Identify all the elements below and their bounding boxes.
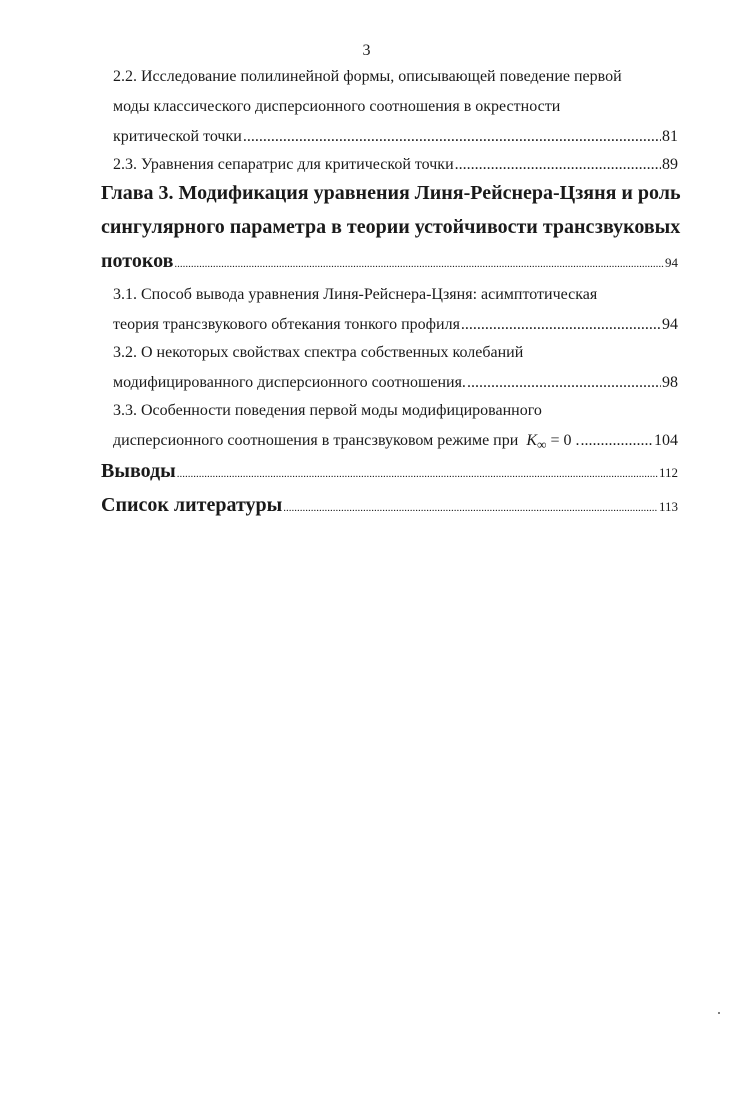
chapter-title: Выводы bbox=[101, 460, 176, 482]
toc-page-number: 104 bbox=[654, 432, 678, 449]
toc-page-number: 98 bbox=[662, 374, 678, 391]
toc-entry-text: 3.2. О некоторых свойствах спектра собственных колебаний bbox=[113, 344, 524, 361]
toc-page-number: 113 bbox=[658, 499, 678, 514]
dot-leader bbox=[177, 468, 658, 480]
toc-page-number: 94 bbox=[665, 255, 678, 270]
dot-leader bbox=[243, 122, 661, 152]
toc-entry-text: 2.3. Уравнения сепаратрис для критической точки bbox=[113, 156, 454, 173]
page-number: 3 bbox=[362, 42, 371, 59]
toc-entry-text: 3.1. Способ вывода уравнения Линя-Рейснера-Цзяня: асимптотическая bbox=[113, 286, 598, 303]
formula-subscript: ∞ bbox=[536, 437, 547, 453]
scan-speck bbox=[718, 1012, 720, 1014]
dot-leader bbox=[581, 426, 653, 456]
toc-entry-text: критической точки bbox=[113, 128, 242, 145]
dot-leader bbox=[455, 150, 661, 180]
toc-page-number: 112 bbox=[658, 465, 678, 480]
toc-entry-text: модифицированного дисперсионного соотношения. bbox=[113, 374, 466, 391]
toc-entry-text: 3.3. Особенности поведения первой моды модифицированного bbox=[113, 402, 542, 419]
chapter-title: Список литературы bbox=[101, 494, 283, 516]
toc-entry-text: теория трансзвукового обтекания тонкого профиля bbox=[113, 316, 460, 333]
dot-leader bbox=[467, 368, 661, 398]
toc-entry-text: дисперсионного соотношения в трансзвуковом режиме при bbox=[113, 432, 519, 449]
toc-entry-text: 2.2. Исследование полилинейной формы, описывающей поведение первой bbox=[113, 68, 622, 85]
chapter-title: потоков bbox=[101, 250, 174, 272]
toc-entry-text: моды классического дисперсионного соотношения в окрестности bbox=[113, 98, 561, 115]
formula-symbol: K bbox=[526, 432, 537, 449]
toc-page-number: 81 bbox=[662, 128, 678, 145]
toc-page-number: 89 bbox=[662, 156, 678, 173]
formula bbox=[526, 426, 579, 460]
chapter-title: сингулярного параметра в теории устойчивости трансзвуковых bbox=[101, 216, 681, 238]
dot-leader bbox=[174, 258, 664, 270]
dot-leader bbox=[283, 502, 658, 514]
formula-tail: = 0 . bbox=[550, 432, 580, 449]
dot-leader bbox=[461, 310, 661, 340]
toc-page-number: 94 bbox=[662, 316, 678, 333]
chapter-title: Глава 3. Модификация уравнения Линя-Рейснера-Цзяня и роль bbox=[101, 182, 681, 204]
